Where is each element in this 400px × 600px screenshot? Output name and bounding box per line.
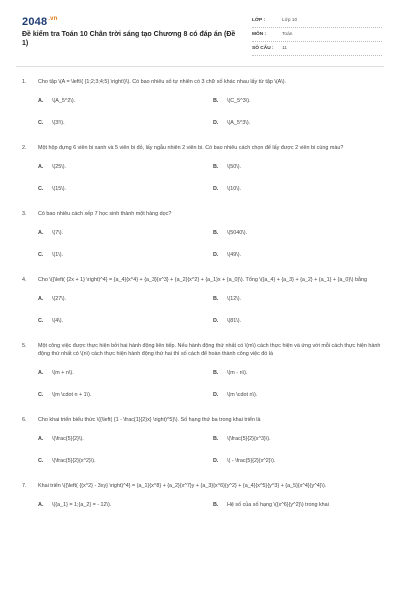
- question-text: 4. Cho \({\left( {2x + 1} \right)^4} = {a_4}{x^4} + {a_3}{x^3} + {a_2}{x^2} + {a_1}x + {a_0}\). Tổng \({a_4} + {a_3} + {a_2} + {a_1} + {a_0}\) bằng: [22, 277, 367, 283]
- answer-option[interactable]: A. \({a_1} = 1;{a_2} = - 12\).: [38, 502, 112, 508]
- meta-value: 11: [282, 46, 287, 51]
- logo-domain: .vn: [48, 16, 58, 23]
- answer-option[interactable]: C. \(m \cdot n + 1\).: [38, 392, 92, 398]
- answer-options: [22, 501, 382, 509]
- answer-option[interactable]: C. \(4\).: [38, 318, 64, 324]
- header-divider: [16, 66, 384, 67]
- question-3: [22, 210, 382, 259]
- question-list: [22, 78, 382, 526]
- answer-option[interactable]: B. \(12\).: [213, 296, 242, 302]
- meta-label: SỐ CÂU :: [252, 46, 274, 51]
- meta-value: Toán: [282, 32, 293, 37]
- question-number: 3.: [22, 211, 27, 217]
- answer-option[interactable]: D. \(m \cdot n\).: [213, 392, 258, 398]
- question-number: 6.: [22, 417, 27, 423]
- answer-option[interactable]: B. \(\frac{5}{2}{x^3}\).: [213, 436, 271, 442]
- question-text: 1. Cho tập \(A = \left\{ {1;2;3;4;5} \right\}\). Có bao nhiêu số tự nhiên có 3 chữ số khác nhau lấy từ tập \(A\).: [22, 79, 287, 85]
- answer-options: [22, 295, 382, 325]
- answer-options: [22, 97, 382, 127]
- answer-option[interactable]: C. \(1\).: [38, 252, 64, 258]
- question-2: [22, 144, 382, 193]
- answer-option[interactable]: D. \( - \frac{5}{2}{x^2}\).: [213, 458, 276, 464]
- document-header: [0, 0, 400, 62]
- answer-option[interactable]: B. \(50\).: [213, 164, 242, 170]
- answer-option[interactable]: D. \(10\).: [213, 186, 242, 192]
- question-text: 7. Khai triển \({\left( {{x^2} - 3xy} \right)^4} = {a_1}{x^8} + {a_2}{x^7}y + {a_3}{x^6}{y^2} + {a_4}{x^5}{y^3} + {a_5}{x^4}{y^4}\).: [22, 483, 327, 489]
- meta-row-count: [252, 42, 382, 56]
- answer-option[interactable]: B. Hệ số của số hạng \({x^6}{y^2}\) trong khai: [213, 502, 329, 508]
- question-5: [22, 342, 382, 399]
- question-4: [22, 276, 382, 325]
- answer-option[interactable]: B. \(m - n\).: [213, 370, 248, 376]
- exam-meta: [252, 14, 382, 56]
- answer-option[interactable]: A. \(25\).: [38, 164, 67, 170]
- answer-option[interactable]: C. \(15\).: [38, 186, 67, 192]
- logo-number: 2048: [22, 16, 48, 28]
- exam-title: Đề kiểm tra Toán 10 Chân trời sáng tạo Chương 8 có đáp án (Đề 1): [22, 31, 236, 47]
- question-number: 7.: [22, 483, 27, 489]
- answer-option[interactable]: B. \(C_5^3\).: [213, 98, 251, 104]
- site-logo[interactable]: [22, 16, 58, 28]
- meta-label: LỚP :: [252, 18, 266, 23]
- meta-row-subject: [252, 28, 382, 42]
- answer-option[interactable]: A. \(7\).: [38, 230, 64, 236]
- answer-options: [22, 369, 382, 399]
- answer-option[interactable]: C. \(\frac{5}{2}{x^2}\).: [38, 458, 96, 464]
- question-number: 1.: [22, 79, 27, 85]
- answer-option[interactable]: A. \(27\).: [38, 296, 67, 302]
- answer-options: [22, 435, 382, 465]
- meta-label: MÔN :: [252, 32, 267, 37]
- question-1: [22, 78, 382, 127]
- answer-option[interactable]: D. \(49\).: [213, 252, 242, 258]
- question-text: 3. Có bao nhiêu cách xếp 7 học sinh thành một hàng dọc?: [22, 211, 172, 217]
- answer-options: [22, 229, 382, 259]
- answer-option[interactable]: D. \(A_5^3\).: [213, 120, 251, 126]
- answer-option[interactable]: C. \(3!\).: [38, 120, 65, 126]
- answer-options: [22, 163, 382, 193]
- answer-option[interactable]: B. \(5040\).: [213, 230, 248, 236]
- answer-option[interactable]: A. \(\frac{5}{2}\).: [38, 436, 84, 442]
- meta-value: Lớp 10: [282, 18, 298, 23]
- question-text: 5. Một công việc được thực hiện bởi hai hành động liên tiếp. Nếu hành động thứ nhất có \(m\) cách thực hiện và ứng với mỗi cách thực hiện hành động thứ nhất có \(n\) cách thực hiện hành động thứ hai thì số cách để hoàn thành công việc đó là: [22, 343, 381, 357]
- question-7: [22, 482, 382, 509]
- question-text: 2. Một hộp đựng 6 viên bi xanh và 5 viên bi đỏ, lấy ngẫu nhiên 2 viên bi. Có bao nhiêu cách chọn để lấy được 2 viên bi cùng màu?: [22, 145, 344, 151]
- meta-row-class: [252, 14, 382, 28]
- answer-option[interactable]: D. \(81\).: [213, 318, 242, 324]
- answer-option[interactable]: A. \(m + n\).: [38, 370, 74, 376]
- question-text: 6. Cho khai triển biểu thức \({\left( {1 - \frac{1}{2}x} \right)^5}\). Số hạng thứ ba trong khai triển là: [22, 417, 261, 423]
- question-6: [22, 416, 382, 465]
- question-number: 2.: [22, 145, 27, 151]
- answer-option[interactable]: A. \(A_5^2\).: [38, 98, 76, 104]
- question-number: 4.: [22, 277, 27, 283]
- question-number: 5.: [22, 343, 27, 349]
